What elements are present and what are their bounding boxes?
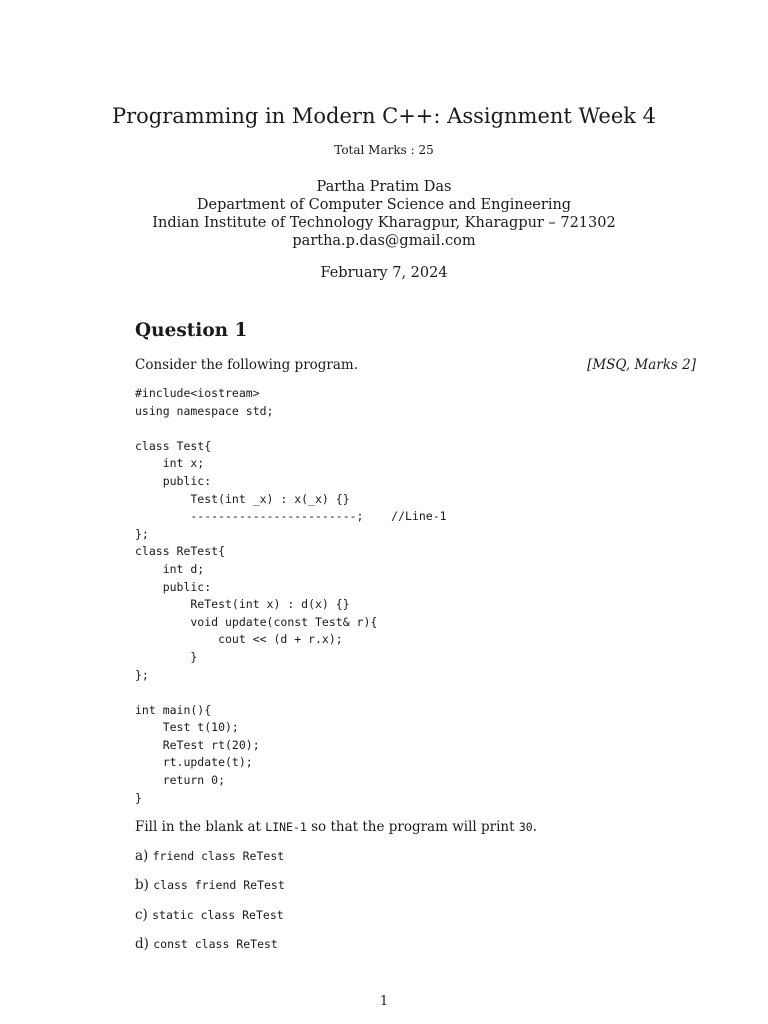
option-text: const class ReTest: [153, 937, 278, 951]
option-a: [135, 848, 284, 864]
option-c: [135, 907, 284, 923]
total-marks: Total Marks : 25: [334, 143, 434, 157]
question-intro: Consider the following program.: [135, 357, 359, 373]
department: Department of Computer Science and Engineering: [196, 197, 572, 213]
option-letter: c): [135, 907, 148, 923]
institute: Indian Institute of Technology Kharagpur, Kharagpur – 721302: [152, 215, 616, 231]
author-name: Partha Pratim Das: [316, 179, 452, 195]
option-b: [135, 877, 285, 893]
code-listing: #include<iostream> using namespace std; class Test{ int x; public: Test(int _x) : x(_x) {} ------------------------; //Line-1 }; class ReTest{ int d; public: ReTest(int x) : d(x) {} void update(const Test& r){ cout << (d + r.x); } }; int main(){ Test t(10); ReTest rt(20); rt.update(t); return 0; }: [135, 386, 447, 805]
option-letter: b): [135, 877, 149, 893]
author-block: [0, 178, 768, 250]
fill-suffix: .: [532, 819, 537, 835]
author-email: partha.p.das@gmail.com: [292, 233, 476, 249]
option-letter: d): [135, 936, 149, 952]
option-text: static class ReTest: [152, 908, 284, 922]
fill-value: 30: [518, 820, 533, 834]
option-text: class friend ReTest: [153, 878, 285, 892]
fill-code: LINE-1: [265, 820, 307, 834]
document-date: February 7, 2024: [320, 265, 448, 281]
question-tag: [MSQ, Marks 2]: [587, 357, 696, 373]
option-text: friend class ReTest: [152, 849, 285, 863]
page-number: 1: [379, 994, 389, 1009]
fill-instruction: [135, 819, 537, 835]
fill-prefix: Fill in the blank at: [135, 819, 266, 835]
question-heading: Question 1: [135, 320, 248, 341]
option-d: [135, 936, 278, 952]
option-letter: a): [135, 848, 149, 864]
document-title: Programming in Modern C++: Assignment Week 4: [111, 104, 657, 128]
fill-middle: so that the program will print: [306, 819, 519, 835]
